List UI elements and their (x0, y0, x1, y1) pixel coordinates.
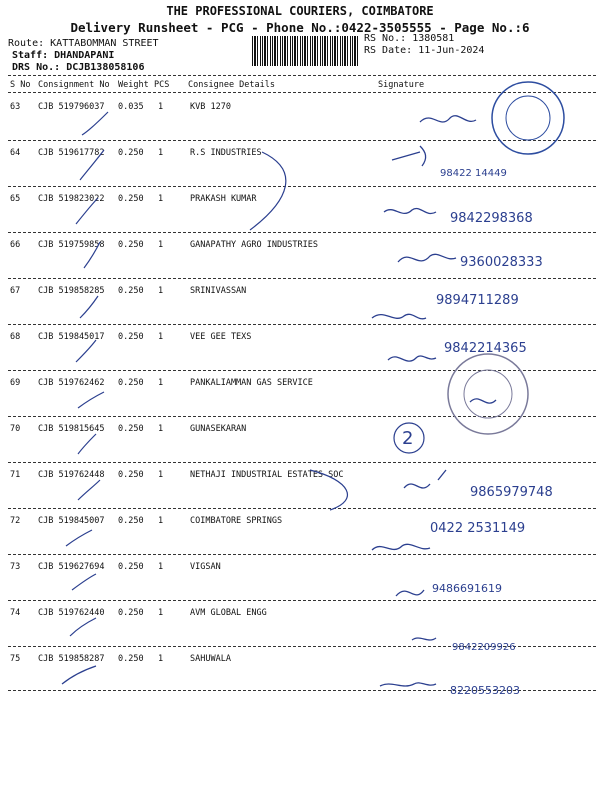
row-consignee: GANAPATHY AGRO INDUSTRIES (190, 240, 318, 250)
handwritten-phone: 9842214365 (444, 341, 527, 356)
row-pcs: 1 (158, 148, 164, 158)
row-consignee: SAHUWALA (190, 654, 231, 664)
table-row (0, 372, 600, 418)
route-line (8, 38, 159, 49)
row-consignment: CJB 519762448 (38, 470, 105, 480)
table-row (0, 188, 600, 234)
row-consignment: CJB 519759858 (38, 240, 105, 250)
row-divider (8, 140, 596, 141)
row-divider (8, 462, 596, 463)
row-weight: 0.250 (118, 562, 144, 572)
table-row (0, 556, 600, 602)
row-pcs: 1 (158, 424, 164, 434)
row-divider (8, 416, 596, 417)
col-header-consignee: Consignee Details (188, 80, 275, 90)
route-value: KATTABOMMAN STREET (50, 38, 159, 49)
row-sno: 67 (10, 286, 21, 296)
handwritten-phone: 9842298368 (450, 211, 533, 226)
handwritten-phone: 9486691619 (432, 582, 502, 595)
col-header-consignment: Consignment No (38, 80, 110, 90)
row-consignment: CJB 519815645 (38, 424, 105, 434)
row-weight: 0.250 (118, 608, 144, 618)
runsheet-title: Delivery Runsheet - PCG - Phone No.:0422-3505555 - Page No.:6 (70, 20, 530, 35)
handwritten-phone: 9842209926 (452, 642, 516, 653)
row-sno: 66 (10, 240, 21, 250)
staff-label: Staff: (12, 50, 49, 61)
route-label: Route: (8, 38, 45, 49)
table-row (0, 602, 600, 648)
row-sno: 65 (10, 194, 21, 204)
row-weight: 0.035 (118, 102, 144, 112)
row-pcs: 1 (158, 608, 164, 618)
rs-no-line (364, 33, 454, 44)
handwritten-phone: 98422 14449 (440, 168, 507, 179)
rs-no-value: 1380581 (412, 33, 455, 44)
row-weight: 0.250 (118, 286, 144, 296)
row-divider (8, 370, 596, 371)
row-consignment: CJB 519858285 (38, 286, 105, 296)
row-consignment: CJB 519762462 (38, 378, 105, 388)
row-weight: 0.250 (118, 194, 144, 204)
row-consignment: CJB 519617782 (38, 148, 105, 158)
row-divider (8, 508, 596, 509)
company-title: THE PROFESSIONAL COURIERS, COIMBATORE (166, 4, 434, 18)
row-consignment: CJB 519845007 (38, 516, 105, 526)
header-top-rule (8, 75, 596, 76)
row-consignee: PRAKASH KUMAR (190, 194, 257, 204)
row-consignee: R.S INDUSTRIES (190, 148, 262, 158)
row-consignment: CJB 519858287 (38, 654, 105, 664)
row-weight: 0.250 (118, 470, 144, 480)
table-row (0, 510, 600, 556)
rs-date-value: 11-Jun-2024 (418, 45, 485, 56)
row-weight: 0.250 (118, 332, 144, 342)
row-divider (8, 186, 596, 187)
row-consignee: COIMBATORE SPRINGS (190, 516, 283, 526)
row-consignee: SRINIVASSAN (190, 286, 247, 296)
row-consignee: AVM GLOBAL ENGG (190, 608, 267, 618)
rs-date-line (364, 45, 484, 56)
barcode-graphic (252, 36, 358, 66)
circled-number: 2 (402, 428, 414, 449)
table-row (0, 280, 600, 326)
handwritten-phone: 9360028333 (460, 255, 543, 270)
row-consignment: CJB 519762440 (38, 608, 105, 618)
row-divider (8, 600, 596, 601)
row-pcs: 1 (158, 194, 164, 204)
table-row (0, 96, 600, 142)
table-row (0, 464, 600, 510)
row-sno: 73 (10, 562, 21, 572)
row-pcs: 1 (158, 470, 164, 480)
row-sno: 72 (10, 516, 21, 526)
row-sno: 68 (10, 332, 21, 342)
row-consignment: CJB 519823022 (38, 194, 105, 204)
handwritten-phone: 9865979748 (470, 485, 553, 500)
row-sno: 69 (10, 378, 21, 388)
col-header-signature: Signature (378, 80, 425, 90)
row-weight: 0.250 (118, 654, 144, 664)
row-sno: 63 (10, 102, 21, 112)
row-pcs: 1 (158, 240, 164, 250)
row-weight: 0.250 (118, 148, 144, 158)
row-divider (8, 554, 596, 555)
row-weight: 0.250 (118, 424, 144, 434)
table-row (0, 142, 600, 188)
row-consignment: CJB 519845017 (38, 332, 105, 342)
row-consignee: VIGSAN (190, 562, 221, 572)
handwritten-phone: 0422 2531149 (430, 521, 526, 536)
row-divider (8, 324, 596, 325)
rs-date-label: RS Date: (364, 45, 413, 56)
handwritten-phone: 9894711289 (436, 293, 519, 308)
row-sno: 64 (10, 148, 21, 158)
row-weight: 0.250 (118, 516, 144, 526)
drs-label: DRS No.: (12, 62, 61, 73)
row-consignee: NETHAJI INDUSTRIAL ESTATES SOC (190, 470, 344, 480)
row-sno: 74 (10, 608, 21, 618)
row-consignment: CJB 519627694 (38, 562, 105, 572)
row-pcs: 1 (158, 102, 164, 112)
row-consignee: GUNASEKARAN (190, 424, 247, 434)
row-pcs: 1 (158, 332, 164, 342)
table-row (0, 418, 600, 464)
row-pcs: 1 (158, 562, 164, 572)
row-consignee: VEE GEE TEXS (190, 332, 252, 342)
col-header-weight: Weight (118, 80, 149, 90)
row-divider (8, 646, 596, 647)
row-weight: 0.250 (118, 378, 144, 388)
col-header-sno: S No (10, 80, 31, 90)
table-end-rule (8, 690, 596, 691)
row-consignment: CJB 519796037 (38, 102, 105, 112)
table-row (0, 234, 600, 280)
row-consignee: KVB 1270 (190, 102, 231, 112)
row-sno: 71 (10, 470, 21, 480)
row-divider (8, 232, 596, 233)
table-row (0, 326, 600, 372)
rs-no-label: RS No.: (364, 33, 407, 44)
table-row (0, 648, 600, 694)
handwritten-phone: 8220553203 (450, 684, 520, 697)
row-weight: 0.250 (118, 240, 144, 250)
staff-value: DHANDAPANI (54, 50, 115, 61)
header-bottom-rule (8, 92, 596, 93)
row-pcs: 1 (158, 378, 164, 388)
row-divider (8, 278, 596, 279)
drs-value: DCJB138058106 (66, 62, 145, 73)
row-pcs: 1 (158, 654, 164, 664)
staff-line (12, 50, 114, 61)
row-sno: 70 (10, 424, 21, 434)
drs-line (12, 62, 144, 73)
row-consignee: PANKALIAMMAN GAS SERVICE (190, 378, 313, 388)
row-pcs: 1 (158, 516, 164, 526)
row-pcs: 1 (158, 286, 164, 296)
row-sno: 75 (10, 654, 21, 664)
col-header-pcs: PCS (154, 80, 170, 90)
